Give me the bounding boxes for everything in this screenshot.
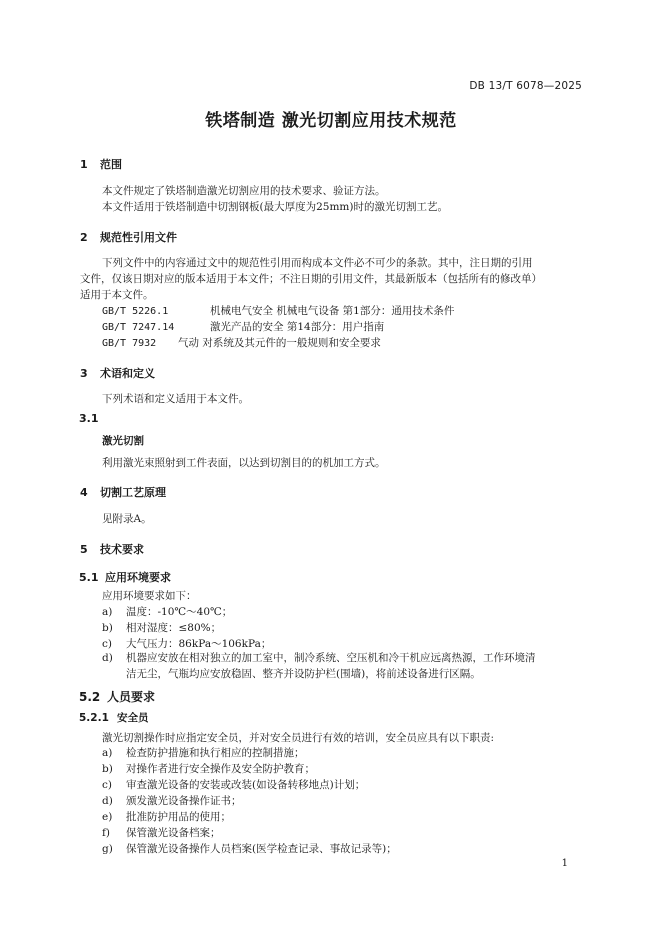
section-title: 切割工艺原理 <box>100 486 166 499</box>
paragraph: 激光切割操作时应指定安全员，并对安全员进行有效的培训，安全员应具有以下职责: <box>102 732 495 744</box>
paragraph: 下列术语和定义适用于本文件。 <box>102 393 249 405</box>
paragraph: 本文件适用于铁塔制造中切割钢板(最大厚度为25mm)时的激光切割工艺。 <box>102 201 448 213</box>
page-number: 1 <box>561 858 568 869</box>
section-title: 范围 <box>100 158 122 171</box>
section-title: 规范性引用文件 <box>100 231 177 244</box>
list-marker: e) <box>102 811 113 823</box>
list-item <box>102 809 231 824</box>
section-heading-2 <box>80 229 177 245</box>
list-item <box>102 761 315 776</box>
subsubsection-number: 5.2.1 <box>79 712 109 724</box>
list-marker: d) <box>102 652 113 664</box>
section-number: 4 <box>80 486 88 499</box>
subsection-number: 5.2 <box>79 690 101 704</box>
subsection-title: 人员要求 <box>107 690 156 704</box>
subsection-heading-5-2 <box>79 688 155 705</box>
paragraph: 见附录A。 <box>102 513 152 525</box>
subsection-number: 5.1 <box>79 571 99 584</box>
reference-title: 激光产品的安全 第14部分：用户指南 <box>210 321 385 333</box>
section-number: 2 <box>80 231 88 244</box>
list-marker: f) <box>102 827 110 839</box>
section-number: 1 <box>80 158 88 171</box>
paragraph-line: 适用于本文件。 <box>80 289 154 301</box>
reference-item <box>102 319 384 334</box>
paragraph: 本文件规定了铁塔制造激光切割应用的技术要求、验证方法。 <box>102 185 386 197</box>
list-item <box>102 604 232 619</box>
list-item <box>102 745 305 760</box>
section-title: 技术要求 <box>100 543 144 556</box>
subsubsection-title: 安全员 <box>117 712 149 724</box>
reference-code: GB/T 7247.14 <box>102 322 175 333</box>
section-number: 5 <box>80 543 88 556</box>
reference-code: GB/T 7932 <box>102 338 157 349</box>
list-item <box>102 636 271 651</box>
list-item <box>102 650 592 682</box>
list-item <box>102 777 365 792</box>
term-number: 3.1 <box>79 412 99 425</box>
list-text: 检查防护措施和执行相应的控制措施； <box>126 747 305 759</box>
document-title: 铁塔制造 激光切割应用技术规范 <box>205 111 457 131</box>
list-text: 相对湿度：≤80%； <box>126 622 222 634</box>
list-text: 大气压力：86kPa～106kPa； <box>126 638 272 650</box>
list-item <box>102 793 242 808</box>
paragraph: 应用环境要求如下： <box>102 590 197 602</box>
list-item <box>102 620 221 635</box>
reference-item <box>102 303 454 318</box>
list-text: 批准防护用品的使用； <box>126 811 231 823</box>
list-marker: a) <box>102 606 113 618</box>
standard-code: DB 13/T 6078—2025 <box>469 80 582 92</box>
subsection-heading-5-1 <box>79 569 171 585</box>
paragraph-line: 文件，仅该日期对应的版本适用于本文件；不注日期的引用文件，其最新版本（包括所有的修改单） <box>80 273 542 285</box>
list-marker: b) <box>102 622 113 634</box>
section-heading-5 <box>80 541 144 557</box>
list-marker: c) <box>102 638 112 650</box>
section-number: 3 <box>80 367 88 380</box>
paragraph-line: 下列文件中的内容通过文中的规范性引用而构成本文件必不可少的条款。其中，注日期的引用 <box>102 257 533 269</box>
subsubsection-heading-5-2-1 <box>79 710 149 725</box>
list-text-continued: 洁无尘，气瓶均应安放稳固、整齐并设防护栏(围墙)，将前述设备进行区隔。 <box>126 668 481 680</box>
reference-title: 气动 对系统及其元件的一般规则和安全要求 <box>178 337 381 349</box>
list-item <box>102 825 221 840</box>
section-heading-1 <box>80 156 122 172</box>
list-text: 对操作者进行安全操作及安全防护教育； <box>126 763 315 775</box>
reference-title: 机械电气安全 机械电气设备 第1部分：通用技术条件 <box>210 305 455 317</box>
term-name: 激光切割 <box>102 435 144 447</box>
section-heading-3 <box>80 365 155 381</box>
reference-item <box>102 335 381 350</box>
list-text: 保管激光设备操作人员档案(医学检查记录、事故记录等)； <box>126 843 397 855</box>
list-marker: b) <box>102 763 113 775</box>
list-text: 颁发激光设备操作证书； <box>126 795 242 807</box>
list-text: 温度：-10℃～40℃； <box>126 606 233 618</box>
list-item <box>102 841 397 856</box>
term-definition: 利用激光束照射到工件表面，以达到切割目的的机加工方式。 <box>102 457 386 469</box>
reference-code: GB/T 5226.1 <box>102 306 169 317</box>
list-marker: a) <box>102 747 113 759</box>
list-marker: g) <box>102 843 113 855</box>
list-text: 机器应安放在相对独立的加工室中，制冷系统、空压机和冷干机应远离热源，工作环境清 <box>126 652 536 664</box>
subsection-title: 应用环境要求 <box>105 571 171 584</box>
list-text: 审查激光设备的安装或改装(如设备转移地点)计划； <box>126 779 366 791</box>
list-marker: d) <box>102 795 113 807</box>
section-title: 术语和定义 <box>100 367 155 380</box>
list-marker: c) <box>102 779 112 791</box>
list-text: 保管激光设备档案； <box>126 827 221 839</box>
section-heading-4 <box>80 484 166 500</box>
